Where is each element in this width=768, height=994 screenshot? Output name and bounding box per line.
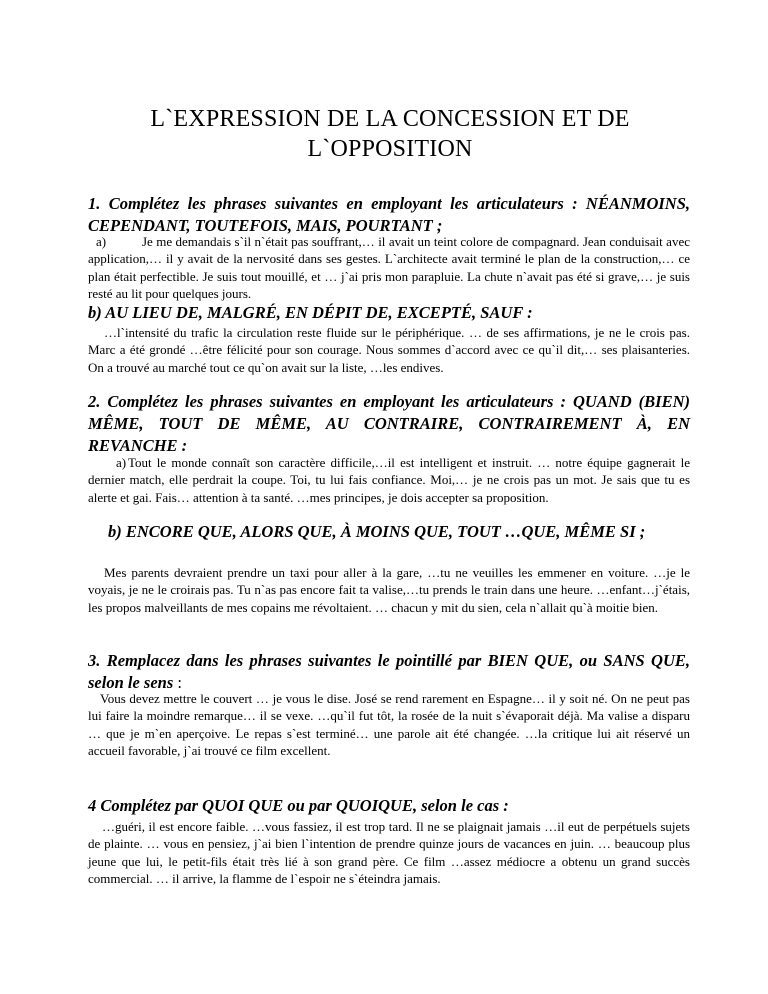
section-1-part-a-label: a) (96, 234, 107, 249)
section-1-part-a-text: Je me demandais s`il n`était pas souffrant,… il avait un teint colore de compagnard. Jean conduisait avec application,… il y avait de la nervosité dans ses gestes. L`architecte avait terminé le plan de la construction,… ce plan était perfectible. Je suis tout mouillé, et … j`ai pris mon parapluie. La chute n`avait pas été si grave,… je suis resté au lit pour quelques jours. (88, 234, 690, 302)
section-1-part-b-heading: b) AU LIEU DE, MALGRÉ, EN DÉPIT DE, EXCEPTÉ, SAUF : (88, 303, 533, 322)
section-3-text: Vous devez mettre le couvert … je vous le dise. José se rend rarement en Espagne… il y soit né. On ne peut pas lui faire la moindre remarque… il se vexe. …qu`il fut tôt, la rosée de la nuit s`évaporait déjà. Ma valise a disparu … que je m`en aperçoive. Le repas s`est terminé… une parole ait été changée. …la critique lui ait réservé un accueil favorable, j`ai trouvé ce film excellent. (88, 691, 690, 759)
section-1-part-b-text: …l`intensité du trafic la circulation reste fluide sur le périphérique. … de ses affirmations, je ne le crois pas. Marc a été grondé …être félicité pour son courage. Nous sommes d`accord avec ce qu`il dit,… ses plaisanteries. On a trouvé au marché tout ce qu`on avait sur la liste, …les endives. (88, 325, 690, 375)
title-line-1: L`EXPRESSION DE LA CONCESSION ET DE (150, 106, 630, 132)
section-1-part-a (88, 233, 690, 303)
section-3-instruction (88, 650, 690, 694)
section-2-part-b-text: Mes parents devraient prendre un taxi pour aller à la gare, …tu ne veuilles les emmener en voiture. …je le voyais, je ne le croirais pas. Tu n`as pas encore fait ta valise,…tu prends le train dans une heure. …enfant…j`étais, les propos malveillants de mes copains me révoltaient. … chacun y mit du sien, cela n`allait qu`à moitie bien. (88, 565, 690, 615)
section-3-instruction-colon: : (173, 673, 182, 692)
section-2-part-b-heading: b) ENCORE QUE, ALORS QUE, À MOINS QUE, TOUT …QUE, MÊME SI ; (108, 522, 646, 541)
section-2-instruction: 2. Complétez les phrases suivantes en employant les articulateurs : QUAND (BIEN) MÊME, TOUT DE MÊME, AU CONTRAIRE, CONTRAIREMENT À, EN REVANCHE : (88, 392, 690, 455)
section-3-instruction-text: 3. Remplacez dans les phrases suivantes le pointillé par BIEN QUE, ou SANS QUE, selon le sens (88, 651, 690, 692)
section-1-instruction: 1. Complétez les phrases suivantes en employant les articulateurs : NÉANMOINS, CEPENDANT, TOUTEFOIS, MAIS, POURTANT ; (88, 194, 690, 235)
section-4-text: …guéri, il est encore faible. …vous fassiez, il est trop tard. Il ne se plaignait jamais …il eut de perpétuels sujets de plainte. … vous en pensiez, j`ai bien l`intention de prendre quinze jours de vacances en juin. … beaucoup plus jeune que lui, le petit-fils était très lié à son grand père. Ce film …assez médiocre a obtenu un grand succès commercial. … il arrive, la flamme de l`espoir ne s`éteindra jamais. (88, 819, 690, 887)
section-2-part-a-text: Tout le monde connaît son caractère difficile,…il est intelligent et instruit. … notre équipe gagnerait le dernier match, elle perdrait la coupe. Toi, tu lui fais confiance. Moi,… je ne crois pas un mot. Je sais que tu es alerte et gai. Fais… attention à ta santé. …mes principes, je dois accepter sa proposition. (88, 455, 690, 505)
section-2-part-a (88, 454, 690, 506)
title-line-2: L`OPPOSITION (307, 136, 473, 162)
page-title (60, 104, 720, 164)
section-2-part-a-label: a) (116, 455, 127, 470)
section-4-instruction: 4 Complétez par QUOI QUE ou par QUOIQUE, selon le cas : (88, 796, 509, 815)
